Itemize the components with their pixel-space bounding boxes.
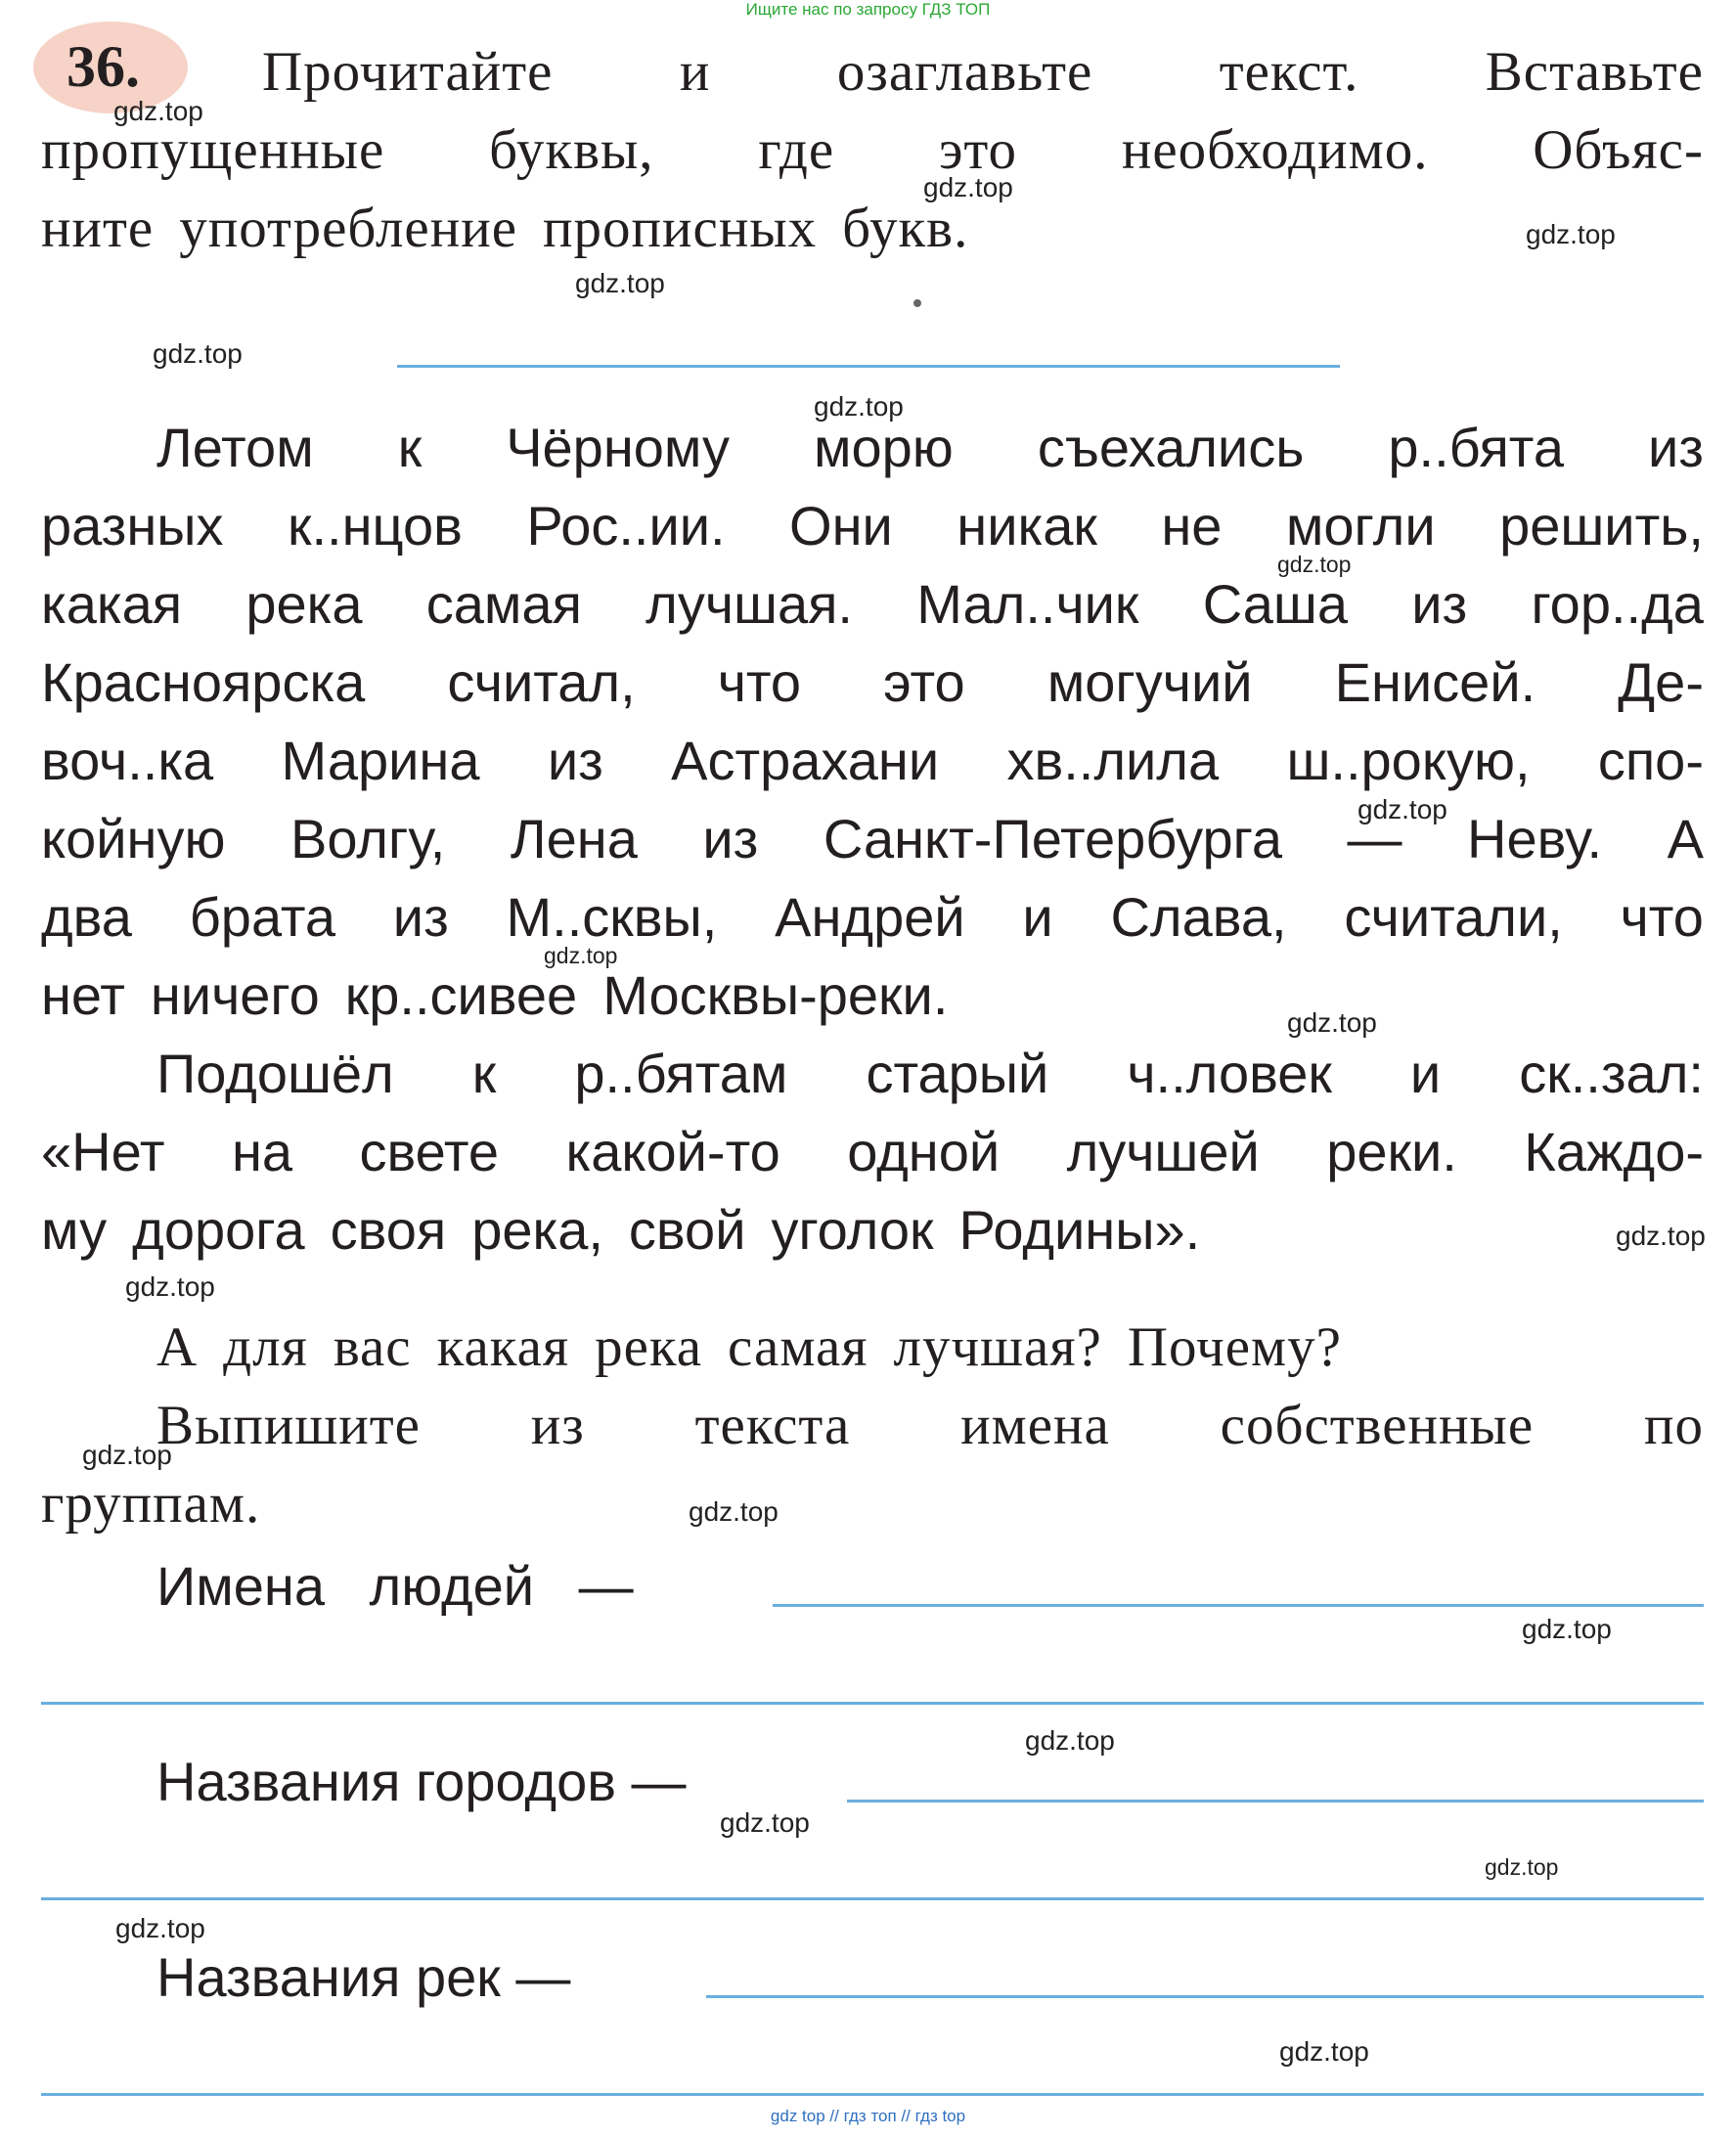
watermark: gdz.top bbox=[689, 1496, 779, 1527]
word: Рос..ии. bbox=[526, 495, 726, 557]
watermark: gdz.top bbox=[923, 172, 1013, 202]
word: Саша bbox=[1202, 573, 1348, 635]
word: Лена bbox=[510, 808, 638, 869]
word: самая bbox=[728, 1316, 868, 1378]
story-line bbox=[41, 487, 1704, 565]
word: из bbox=[392, 886, 449, 948]
field-label-cities: Названия городов — bbox=[156, 1751, 687, 1812]
word: Астрахани bbox=[671, 730, 940, 791]
answer-line-rivers-2[interactable] bbox=[41, 2093, 1704, 2096]
word: Каждо- bbox=[1524, 1121, 1704, 1182]
word: Енисей. bbox=[1334, 651, 1536, 713]
watermark: gdz.top bbox=[1616, 1221, 1706, 1251]
word: Москвы-реки. bbox=[602, 964, 949, 1026]
word: — bbox=[1347, 808, 1402, 869]
story-line bbox=[41, 644, 1704, 722]
word: из bbox=[1647, 417, 1704, 478]
word: свете bbox=[359, 1121, 500, 1182]
word: Марина bbox=[281, 730, 480, 791]
word: из bbox=[1411, 573, 1468, 635]
word: считали, bbox=[1344, 886, 1563, 948]
word: разных bbox=[41, 495, 224, 557]
word: текста bbox=[694, 1395, 851, 1456]
word: к bbox=[471, 1043, 497, 1104]
word: из bbox=[530, 1395, 585, 1456]
word: лучшая. bbox=[645, 573, 853, 635]
word: текст. bbox=[1219, 41, 1359, 103]
word: могучий bbox=[1046, 651, 1253, 713]
watermark: gdz.top bbox=[544, 943, 618, 968]
search-banner[interactable]: Ищите нас по запросу ГДЗ ТОП bbox=[745, 0, 991, 19]
word: на bbox=[231, 1121, 293, 1182]
question-line bbox=[156, 1309, 1704, 1387]
watermark: gdz.top bbox=[113, 96, 203, 126]
word: лучшая? bbox=[893, 1316, 1102, 1378]
watermark: gdz.top bbox=[720, 1807, 810, 1838]
word: М..сквы, bbox=[506, 886, 718, 948]
word: самая bbox=[425, 573, 582, 635]
word: по bbox=[1643, 1395, 1704, 1456]
watermark: gdz.top bbox=[1358, 794, 1447, 824]
word: могли bbox=[1285, 495, 1436, 557]
exercise-number: 36. bbox=[67, 34, 140, 99]
word: это bbox=[938, 119, 1018, 181]
word: озаглавьте bbox=[836, 41, 1093, 103]
word: Объяс- bbox=[1533, 119, 1704, 181]
word: свой bbox=[628, 1199, 746, 1261]
word: А bbox=[156, 1316, 199, 1378]
word: А bbox=[1667, 808, 1704, 869]
watermark: gdz.top bbox=[814, 391, 904, 422]
word: что bbox=[1620, 886, 1704, 948]
story-line bbox=[41, 1191, 1704, 1269]
word: это bbox=[883, 651, 965, 713]
story-line bbox=[41, 957, 1704, 1035]
word: река bbox=[245, 573, 363, 635]
word: к..нцов bbox=[287, 495, 463, 557]
word: Прочитайте bbox=[262, 41, 554, 103]
watermark: gdz.top bbox=[1279, 2036, 1369, 2067]
print-speck bbox=[913, 299, 921, 307]
watermark: gdz.top bbox=[1025, 1725, 1115, 1756]
word: ните bbox=[41, 198, 155, 259]
word: решить, bbox=[1499, 495, 1704, 557]
word: Подошёл bbox=[156, 1043, 394, 1104]
word: брата bbox=[189, 886, 336, 948]
story-line bbox=[41, 1113, 1704, 1191]
word: пропущенные bbox=[41, 119, 385, 181]
word: к bbox=[397, 417, 423, 478]
question-line bbox=[41, 1465, 1704, 1543]
word: группам. bbox=[41, 1473, 261, 1535]
field-label-people: Имена людей — bbox=[156, 1555, 634, 1617]
word: какая bbox=[41, 573, 183, 635]
word: «Нет bbox=[41, 1121, 165, 1182]
word: Летом bbox=[156, 417, 314, 478]
task-line bbox=[262, 33, 1704, 111]
word: му bbox=[41, 1199, 108, 1261]
word: и bbox=[1022, 886, 1053, 948]
word: Выпишите bbox=[156, 1395, 421, 1456]
word: Неву. bbox=[1467, 808, 1603, 869]
word: вас bbox=[333, 1316, 412, 1378]
word: ск..зал: bbox=[1519, 1043, 1704, 1104]
word: букв. bbox=[842, 198, 969, 259]
word: р..бята bbox=[1388, 417, 1564, 478]
word: Красноярска bbox=[41, 651, 366, 713]
word: необходимо. bbox=[1121, 119, 1429, 181]
word: спо- bbox=[1597, 730, 1704, 791]
word: одной bbox=[847, 1121, 1001, 1182]
word: Санкт-Петербурга bbox=[823, 808, 1282, 869]
word: койную bbox=[41, 808, 226, 869]
answer-line-cities-1[interactable] bbox=[847, 1800, 1704, 1803]
word: кр..сивее bbox=[344, 964, 578, 1026]
word: своя bbox=[330, 1199, 447, 1261]
story-line bbox=[41, 800, 1704, 878]
story-line bbox=[156, 1035, 1704, 1113]
word: Мал..чик bbox=[916, 573, 1139, 635]
word: употребление bbox=[179, 198, 518, 259]
word: морю bbox=[814, 417, 954, 478]
story-line bbox=[156, 409, 1704, 487]
word: и bbox=[679, 41, 711, 103]
word: ш..рокую, bbox=[1286, 730, 1531, 791]
word: гор..да bbox=[1531, 573, 1704, 635]
word: Вставьте bbox=[1485, 41, 1704, 103]
word: собственные bbox=[1220, 1395, 1535, 1456]
word: считал, bbox=[447, 651, 636, 713]
word: Они bbox=[789, 495, 893, 557]
word: воч..ка bbox=[41, 730, 214, 791]
word: нет bbox=[41, 964, 125, 1026]
word: буквы, bbox=[489, 119, 654, 181]
watermark: gdz.top bbox=[115, 1913, 205, 1943]
field-label-rivers: Названия рек — bbox=[156, 1946, 571, 2008]
word: два bbox=[41, 886, 132, 948]
word: из bbox=[702, 808, 759, 869]
word: для bbox=[223, 1316, 308, 1378]
word: река bbox=[595, 1316, 703, 1378]
word: река, bbox=[471, 1199, 603, 1261]
word: Андрей bbox=[775, 886, 965, 948]
word: что bbox=[717, 651, 802, 713]
question-line bbox=[156, 1387, 1704, 1465]
word: не bbox=[1161, 495, 1223, 557]
title-answer-line[interactable] bbox=[397, 365, 1340, 368]
word: никак bbox=[957, 495, 1097, 557]
watermark: gdz.top bbox=[575, 268, 665, 298]
watermark: gdz.top bbox=[125, 1271, 215, 1302]
watermark: gdz.top bbox=[1485, 1854, 1559, 1880]
word: какой-то bbox=[565, 1121, 780, 1182]
answer-line-people-2[interactable] bbox=[41, 1702, 1704, 1705]
word: где bbox=[758, 119, 835, 181]
watermark: gdz.top bbox=[1287, 1007, 1377, 1038]
answer-line-cities-2[interactable] bbox=[41, 1897, 1704, 1900]
word: прописных bbox=[543, 198, 818, 259]
word: и bbox=[1409, 1043, 1442, 1104]
watermark: gdz.top bbox=[1277, 552, 1352, 577]
word: ничего bbox=[150, 964, 320, 1026]
word: из bbox=[547, 730, 603, 791]
word: реки. bbox=[1326, 1121, 1457, 1182]
word: лучшей bbox=[1066, 1121, 1260, 1182]
word: имена bbox=[960, 1395, 1110, 1456]
word: дорога bbox=[132, 1199, 305, 1261]
word: р..бятам bbox=[574, 1043, 788, 1104]
word: съехались bbox=[1037, 417, 1305, 478]
word: ч..ловек bbox=[1127, 1043, 1332, 1104]
answer-line-rivers-1[interactable] bbox=[706, 1995, 1704, 1998]
story-line bbox=[41, 878, 1704, 957]
watermark: gdz.top bbox=[1526, 219, 1616, 249]
footer-caption: gdz top // гдз топ // гдз top bbox=[770, 2107, 966, 2125]
task-line bbox=[41, 111, 1704, 190]
word: Родины». bbox=[958, 1199, 1201, 1261]
word: Почему? bbox=[1127, 1316, 1342, 1378]
word: Де- bbox=[1618, 651, 1704, 713]
word: Слава, bbox=[1110, 886, 1287, 948]
watermark: gdz.top bbox=[153, 338, 243, 369]
word: хв..лила bbox=[1006, 730, 1220, 791]
word: какая bbox=[436, 1316, 570, 1378]
task-line bbox=[41, 190, 1704, 268]
word: Волгу, bbox=[290, 808, 446, 869]
watermark: gdz.top bbox=[82, 1440, 172, 1470]
word: уголок bbox=[771, 1199, 934, 1261]
word: старый bbox=[866, 1043, 1049, 1104]
word: Чёрному bbox=[506, 417, 731, 478]
story-line bbox=[41, 565, 1704, 644]
watermark: gdz.top bbox=[1522, 1614, 1612, 1644]
answer-line-people-1[interactable] bbox=[773, 1604, 1704, 1607]
story-line bbox=[41, 722, 1704, 800]
